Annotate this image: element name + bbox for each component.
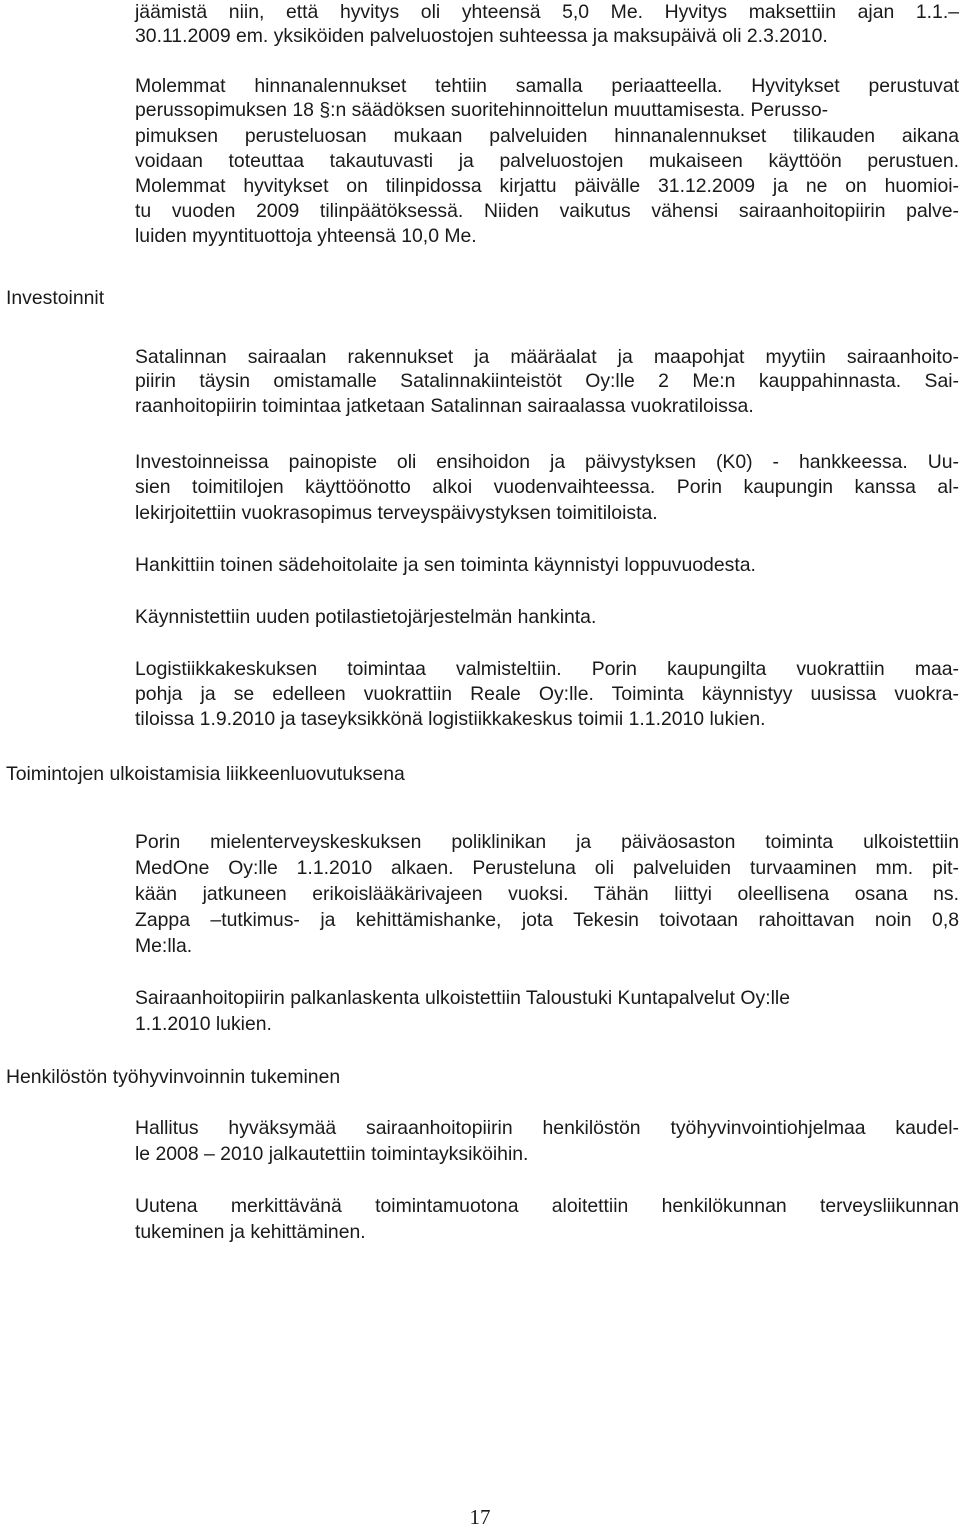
- ulkoistaminen-line: 1.1.2010 lukien.: [135, 1013, 272, 1035]
- section-heading-ulkoistaminen: Toimintojen ulkoistamisia liikkeenluovutuksena: [6, 763, 405, 785]
- investoinnit-line: raanhoitopiirin toimintaa jatketaan Satalinnan sairaalassa vuokratiloissa.: [135, 395, 754, 417]
- investoinnit-line: sien toimitilojen käyttöönotto alkoi vuodenvaihteessa. Porin kaupungin kanssa al-: [135, 476, 959, 498]
- investoinnit-line: piirin täysin omistamalle Satalinnakiinteistöt Oy:lle 2 Me:n kauppahinnasta. Sai-: [135, 370, 959, 392]
- ulkoistaminen-line: Me:lla.: [135, 935, 193, 957]
- intro-line: pimuksen perusteluosan mukaan palveluiden hinnanalennukset tilikauden aikana: [135, 125, 959, 147]
- tyohyvinvointi-line: Uutena merkittävänä toimintamuotona aloitettiin henkilökunnan terveysliikunnan: [135, 1195, 959, 1217]
- ulkoistaminen-line: Porin mielenterveyskeskuksen poliklinikan ja päiväosaston toiminta ulkoistettiin: [135, 831, 959, 853]
- intro-line: jäämistä niin, että hyvitys oli yhteensä 5,0 Me. Hyvitys maksettiin ajan 1.1.–: [135, 1, 959, 23]
- page-number: 17: [469, 1505, 491, 1529]
- investoinnit-line: Käynnistettiin uuden potilastietojärjestelmän hankinta.: [135, 606, 597, 628]
- section-heading-tyohyvinvointi: Henkilöstön työhyvinvoinnin tukeminen: [6, 1066, 341, 1088]
- ulkoistaminen-line: kään jatkuneen erikoislääkärivajeen vuoksi. Tähän liittyi oleellisena osana ns.: [135, 883, 959, 905]
- investoinnit-line: tiloissa 1.9.2010 ja taseyksikkönä logistiikkakeskus toimii 1.1.2010 lukien.: [135, 708, 766, 730]
- tyohyvinvointi-line: tukeminen ja kehittäminen.: [135, 1221, 366, 1243]
- investoinnit-line: Logistiikkakeskuksen toimintaa valmisteltiin. Porin kaupungilta vuokrattiin maa-: [135, 658, 959, 680]
- intro-line: luiden myyntituottoja yhteensä 10,0 Me.: [135, 225, 477, 247]
- tyohyvinvointi-line: le 2008 – 2010 jalkautettiin toimintayksiköihin.: [135, 1143, 529, 1165]
- ulkoistaminen-line: MedOne Oy:lle 1.1.2010 alkaen. Perusteluna oli palveluiden turvaaminen mm. pit-: [135, 857, 959, 879]
- tyohyvinvointi-line: Hallitus hyväksymää sairaanhoitopiirin henkilöstön työhyvinvointiohjelmaa kaudel-: [135, 1117, 959, 1139]
- investoinnit-line: pohja ja se edelleen vuokrattiin Reale Oy:lle. Toiminta käynnistyy uusissa vuokra-: [135, 683, 959, 705]
- investoinnit-line: lekirjoitettiin vuokrasopimus terveyspäivystyksen toimitiloista.: [135, 502, 658, 524]
- intro-line: Molemmat hyvitykset on tilinpidossa kirjattu päivälle 31.12.2009 ja ne on huomioi-: [135, 175, 959, 197]
- ulkoistaminen-line: Sairaanhoitopiirin palkanlaskenta ulkoistettiin Taloustuki Kuntapalvelut Oy:lle: [135, 987, 791, 1009]
- intro-line: voidaan toteuttaa takautuvasti ja palveluostojen mukaiseen käyttöön perustuen.: [135, 150, 959, 172]
- ulkoistaminen-line: Zappa –tutkimus- ja kehittämishanke, jota Tekesin toivotaan rahoittavan noin 0,8: [135, 909, 959, 931]
- investoinnit-line: Investoinneissa painopiste oli ensihoidon ja päivystyksen (K0) - hankkeessa. Uu-: [135, 451, 959, 473]
- intro-line: 30.11.2009 em. yksiköiden palveluostojen suhteessa ja maksupäivä oli 2.3.2010.: [135, 25, 828, 47]
- investoinnit-line: Satalinnan sairaalan rakennukset ja määräalat ja maapohjat myytiin sairaanhoito-: [135, 346, 959, 368]
- intro-line: perussopimuksen 18 §:n säädöksen suoritehinnoittelun muuttamisesta. Perusso-: [135, 99, 829, 121]
- investoinnit-line: Hankittiin toinen sädehoitolaite ja sen toiminta käynnistyi loppuvuodesta.: [135, 554, 756, 576]
- intro-line: Molemmat hinnanalennukset tehtiin samalla periaatteella. Hyvitykset perustuvat: [135, 75, 959, 97]
- section-heading-investoinnit: Investoinnit: [6, 287, 105, 309]
- intro-line: tu vuoden 2009 tilinpäätöksessä. Niiden vaikutus vähensi sairaanhoitopiirin palve-: [135, 200, 959, 222]
